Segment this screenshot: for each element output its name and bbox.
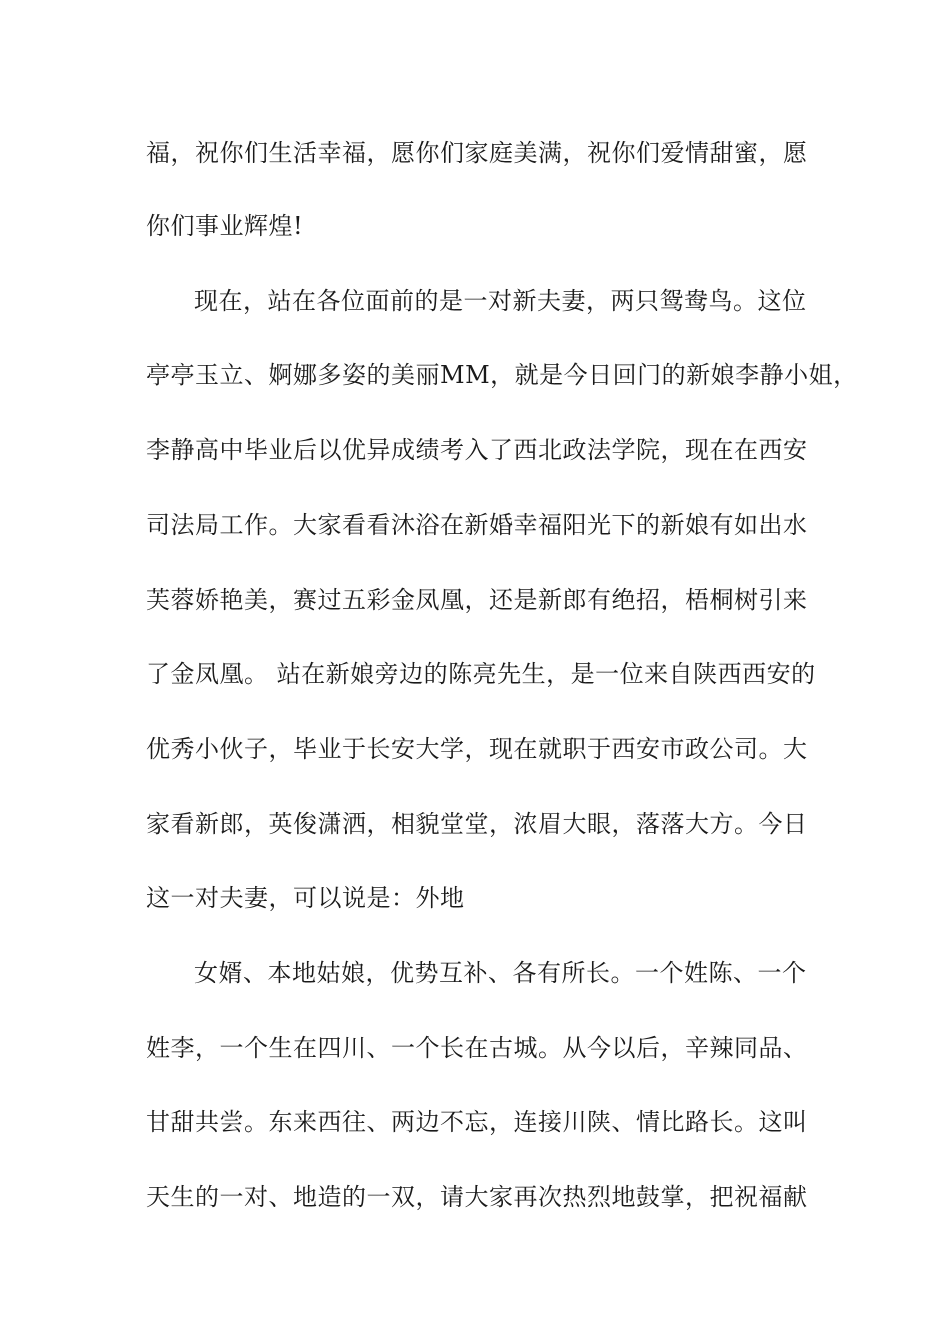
text-line-6: 司法局工作。大家看看沐浴在新婚幸福阳光下的新娘有如出水 xyxy=(146,511,808,539)
text-line-7: 芙蓉娇艳美，赛过五彩金凤凰，还是新郎有绝招，梧桐树引来 xyxy=(146,586,808,614)
text-line-3: 现在，站在各位面前的是一对新夫妻，两只鸳鸯鸟。这位 xyxy=(194,287,807,315)
text-line-2: 你们事业辉煌! xyxy=(146,212,304,240)
text-line-13: 姓李，一个生在四川、一个长在古城。从今以后，辛辣同品、 xyxy=(146,1034,808,1062)
text-line-8: 了金凤凰。 站在新娘旁边的陈亮先生，是一位来自陕西西安的 xyxy=(146,660,816,688)
text-line-15: 天生的一对、地造的一双，请大家再次热烈地鼓掌，把祝福献 xyxy=(146,1183,808,1211)
text-line-11: 这一对夫妻，可以说是：外地 xyxy=(146,884,465,912)
text-line-4: 亭亭玉立、婀娜多姿的美丽MM，就是今日回门的新娘李静小姐， xyxy=(146,361,858,389)
text-line-1: 福，祝你们生活幸福，愿你们家庭美满，祝你们爱情甜蜜，愿 xyxy=(146,139,808,167)
text-line-14: 甘甜共尝。东来西往、两边不忘，连接川陕、情比路长。这叫 xyxy=(146,1108,808,1136)
text-line-10: 家看新郎，英俊潇洒，相貌堂堂，浓眉大眼，落落大方。今日 xyxy=(146,810,808,838)
text-line-5: 李静高中毕业后以优异成绩考入了西北政法学院，现在在西安 xyxy=(146,436,808,464)
text-line-9: 优秀小伙子，毕业于长安大学，现在就职于西安市政公司。大 xyxy=(146,735,808,763)
text-line-12: 女婿、本地姑娘，优势互补、各有所长。一个姓陈、一个 xyxy=(194,959,807,987)
